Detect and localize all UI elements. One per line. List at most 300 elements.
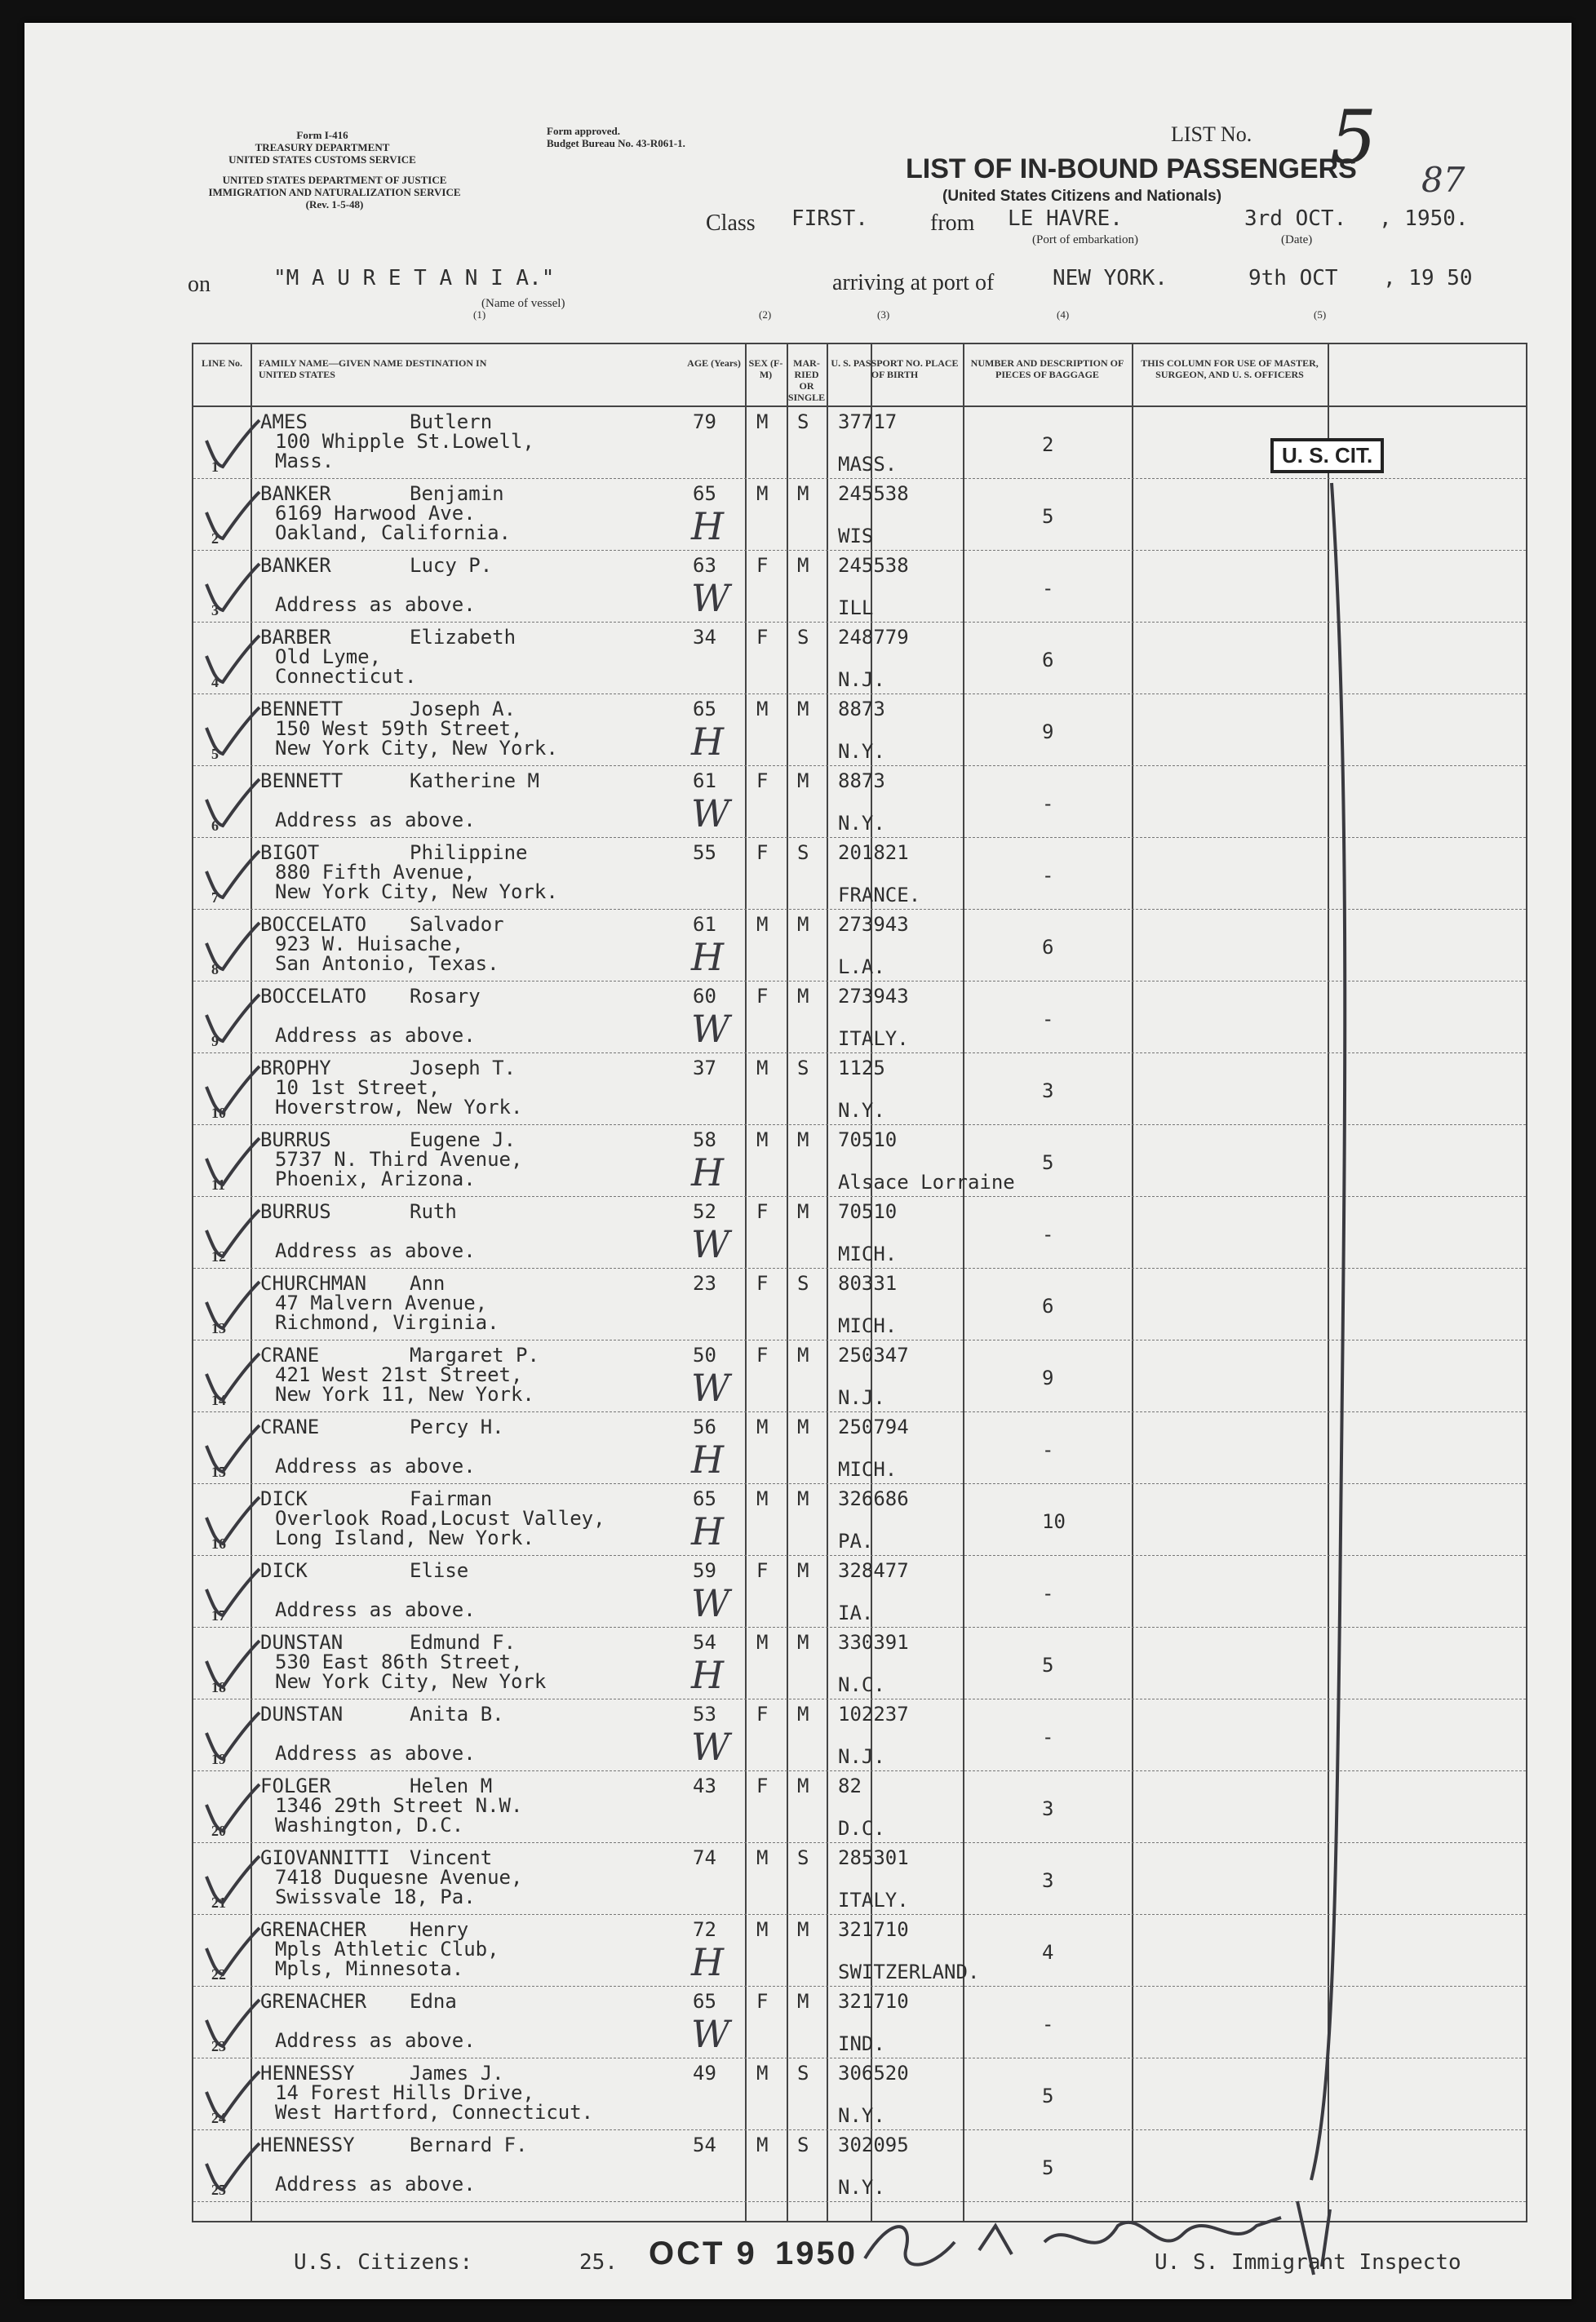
given-name: Vincent — [410, 1846, 493, 1869]
surname: HENNESSY — [260, 2062, 355, 2085]
line-number: 20 — [211, 1823, 226, 1839]
address-line-2: Address as above. — [275, 1024, 476, 1047]
birth-place: SWITZERLAND. — [838, 1961, 980, 1983]
address-line-2: Phoenix, Arizona. — [275, 1168, 476, 1190]
age: 79 — [693, 410, 716, 433]
officer-vertical-mark — [1254, 467, 1417, 2221]
marital-status: M — [797, 913, 809, 936]
marital-status: S — [797, 1057, 809, 1079]
address-line-1: 5737 N. Third Avenue, — [275, 1148, 523, 1171]
check-mark — [198, 703, 264, 760]
age: 52 — [693, 1200, 716, 1223]
surname: BOCCELATO — [260, 985, 367, 1008]
handwritten-mark: H — [691, 1150, 725, 1194]
check-mark — [198, 2067, 264, 2125]
check-mark — [198, 1206, 264, 1263]
given-name: Anita B. — [410, 1703, 504, 1726]
col-header-officers: THIS COLUMN FOR USE OF MASTER, SURGEON, AND U. S. OFFICERS — [1141, 357, 1319, 380]
check-mark — [198, 847, 264, 904]
baggage-count: 3 — [1042, 1869, 1054, 1892]
baggage-count: - — [1042, 1582, 1054, 1605]
address-line-1: Mpls Athletic Club, — [275, 1938, 499, 1961]
address-line-1: 14 Forest Hills Drive, — [275, 2081, 534, 2104]
surname: BURRUS — [260, 1200, 331, 1223]
class-value: FIRST. — [791, 206, 868, 231]
birth-place: N.C. — [838, 1673, 885, 1696]
handwritten-mark: W — [691, 1007, 730, 1051]
given-name: Percy H. — [410, 1416, 504, 1438]
marital-status: S — [797, 2062, 809, 2085]
given-name: Fairman — [410, 1487, 493, 1510]
vessel-caption: (Name of vessel) — [481, 297, 565, 310]
address-line-2: Washington, D.C. — [275, 1814, 464, 1837]
address-line-1: 530 East 86th Street, — [275, 1651, 523, 1673]
sex: M — [756, 1487, 769, 1510]
sex: M — [756, 482, 769, 505]
baggage-count: 9 — [1042, 720, 1054, 743]
col-num-4: (4) — [1057, 308, 1070, 321]
handwritten-mark: H — [691, 720, 725, 764]
baggage-count: 4 — [1042, 1941, 1054, 1964]
birth-place: ITALY. — [838, 1027, 909, 1050]
us-citizen-stamp: U. S. CIT. — [1270, 438, 1384, 473]
line-number: 13 — [211, 1320, 226, 1336]
address-line-2: Connecticut. — [275, 665, 417, 688]
arrival-port: NEW YORK. — [1053, 266, 1168, 290]
list-no-value: 5 — [1330, 95, 1377, 180]
line-number: 2 — [211, 530, 219, 547]
handwritten-mark: H — [691, 504, 725, 548]
given-name: Henry — [410, 1918, 469, 1941]
age: 61 — [693, 769, 716, 792]
address-line-1: Overlook Road,Locust Valley, — [275, 1507, 605, 1530]
baggage-count: - — [1042, 1008, 1054, 1030]
surname: AMES — [260, 410, 308, 433]
port-caption: (Port of embarkation) — [1032, 233, 1138, 246]
given-name: Katherine M — [410, 769, 539, 792]
check-mark — [198, 1708, 264, 1766]
check-mark — [198, 1493, 264, 1550]
address-line-2: Mpls, Minnesota. — [275, 1957, 464, 1980]
birth-place: N.J. — [838, 668, 885, 691]
stamp-date: OCT 9 — [649, 2236, 757, 2271]
address-line-2: New York 11, New York. — [275, 1383, 534, 1406]
address-line-2: Address as above. — [275, 1598, 476, 1621]
sex: F — [756, 1344, 769, 1367]
marital-status: M — [797, 985, 809, 1008]
surname: BROPHY — [260, 1057, 331, 1079]
col-header-passport: U. S. PASSPORT NO. PLACE OF BIRTH — [831, 357, 959, 380]
baggage-count: - — [1042, 577, 1054, 600]
line-number: 11 — [211, 1177, 226, 1193]
baggage-count: - — [1042, 864, 1054, 887]
baggage-count: 6 — [1042, 649, 1054, 671]
given-name: Butlern — [410, 410, 493, 433]
line-number: 6 — [211, 818, 219, 834]
justice-block: UNITED STATES DEPARTMENT OF JUSTICE IMMIGRATION AND NATURALIZATION SERVICE (Rev. 1-5-48) — [208, 174, 461, 210]
surname: BENNETT — [260, 698, 344, 720]
handwritten-mark: H — [691, 1940, 725, 1984]
birth-place: D.C. — [838, 1817, 885, 1840]
age: 54 — [693, 1631, 716, 1654]
line-number: 25 — [211, 2182, 226, 2198]
birth-place: N.Y. — [838, 812, 885, 835]
inspector-label: U. S. Immigrant Inspecto — [1155, 2250, 1461, 2275]
passport-number: 248779 — [838, 626, 909, 649]
line-number: 10 — [211, 1105, 226, 1121]
passport-number: 102237 — [838, 1703, 909, 1726]
marital-status: M — [797, 1631, 809, 1654]
col-header-sex: SEX (F-M) — [748, 357, 783, 380]
baggage-count: 3 — [1042, 1079, 1054, 1102]
surname: BURRUS — [260, 1128, 331, 1151]
given-name: Ann — [410, 1272, 446, 1295]
marital-status: M — [797, 1200, 809, 1223]
handwritten-mark: H — [691, 1438, 725, 1482]
check-mark — [198, 560, 264, 617]
surname: FOLGER — [260, 1775, 331, 1797]
col-header-age: AGE (Years) — [687, 357, 741, 369]
address-line-1: Old Lyme, — [275, 645, 382, 668]
birth-place: MICH. — [838, 1314, 898, 1337]
surname: BANKER — [260, 482, 331, 505]
date-value: 3rd OCT. — [1244, 206, 1347, 231]
corner-number: 87 — [1421, 160, 1465, 200]
baggage-count: - — [1042, 792, 1054, 815]
passport-number: 37717 — [838, 410, 898, 433]
sex: F — [756, 841, 769, 864]
age: 50 — [693, 1344, 716, 1367]
baggage-count: - — [1042, 1726, 1054, 1748]
class-label: Class — [706, 210, 756, 236]
marital-status: M — [797, 554, 809, 577]
address-line-1: 47 Malvern Avenue, — [275, 1292, 488, 1314]
passport-number: 245538 — [838, 554, 909, 577]
check-mark — [198, 919, 264, 976]
surname: CRANE — [260, 1344, 320, 1367]
sex: F — [756, 626, 769, 649]
surname: DICK — [260, 1559, 308, 1582]
line-number: 18 — [211, 1679, 226, 1695]
given-name: Elizabeth — [410, 626, 516, 649]
baggage-count: 5 — [1042, 2085, 1054, 2107]
address-line-1: 100 Whipple St.Lowell, — [275, 430, 534, 453]
line-number: 8 — [211, 961, 219, 977]
given-name: Joseph A. — [410, 698, 516, 720]
check-mark — [198, 990, 264, 1048]
passenger-table — [192, 343, 1527, 2222]
given-name: Edmund F. — [410, 1631, 516, 1654]
baggage-count: 2 — [1042, 433, 1054, 456]
marital-status: S — [797, 1272, 809, 1295]
check-mark — [198, 2139, 264, 2196]
age: 61 — [693, 913, 716, 936]
given-name: Joseph T. — [410, 1057, 516, 1079]
birth-place: N.Y. — [838, 740, 885, 763]
birth-place: N.Y. — [838, 1099, 885, 1122]
marital-status: M — [797, 1918, 809, 1941]
baggage-count: 3 — [1042, 1797, 1054, 1820]
age: 55 — [693, 841, 716, 864]
marital-status: M — [797, 1487, 809, 1510]
sex: F — [756, 985, 769, 1008]
passport-number: 82 — [838, 1775, 862, 1797]
surname: BARBER — [260, 626, 331, 649]
marital-status: S — [797, 626, 809, 649]
age: 58 — [693, 1128, 716, 1151]
manifest-page — [24, 23, 1572, 2299]
document-title: LIST OF IN-BOUND PASSENGERS — [906, 153, 1357, 184]
birth-place: IND. — [838, 2032, 885, 2055]
address-line-2: Address as above. — [275, 593, 476, 616]
baggage-count: 9 — [1042, 1367, 1054, 1389]
birth-place: N.Y. — [838, 2176, 885, 2199]
age: 34 — [693, 626, 716, 649]
check-mark — [198, 1852, 264, 1909]
birth-place: ITALY. — [838, 1889, 909, 1912]
handwritten-mark: W — [691, 1366, 730, 1410]
check-mark — [198, 1349, 264, 1407]
approval-block: Form approved. Budget Bureau No. 43-R061-1. — [547, 125, 685, 149]
check-mark — [198, 1780, 264, 1837]
address-line-2: Hoverstrow, New York. — [275, 1096, 523, 1119]
address-line-2: Richmond, Virginia. — [275, 1311, 499, 1334]
address-line-2: New York City, New York. — [275, 880, 558, 903]
on-label: on — [188, 272, 211, 297]
col-header-line: LINE No. — [201, 357, 242, 369]
arriving-label: arriving at port of — [832, 270, 995, 295]
surname: GRENACHER — [260, 1990, 367, 2013]
handwritten-mark: W — [691, 791, 730, 835]
col-header-name: FAMILY NAME—GIVEN NAME DESTINATION IN UNITED STATES — [259, 357, 487, 380]
address-line-2: Address as above. — [275, 1239, 476, 1262]
line-number: 4 — [211, 674, 219, 690]
line-number: 5 — [211, 746, 219, 762]
check-mark — [198, 488, 264, 545]
baggage-count: - — [1042, 1223, 1054, 1246]
line-number: 14 — [211, 1392, 226, 1408]
surname: BOCCELATO — [260, 913, 367, 936]
sex: F — [756, 554, 769, 577]
passport-number: 328477 — [838, 1559, 909, 1582]
address-line-2: Address as above. — [275, 1455, 476, 1478]
birth-place: PA. — [838, 1530, 874, 1553]
check-mark — [198, 1565, 264, 1622]
line-number: 23 — [211, 2038, 226, 2054]
baggage-count: - — [1042, 1438, 1054, 1461]
citizens-label: U.S. Citizens: — [294, 2250, 473, 2275]
baggage-count: 5 — [1042, 1654, 1054, 1677]
surname: BANKER — [260, 554, 331, 577]
marital-status: M — [797, 1344, 809, 1367]
check-mark — [198, 1924, 264, 1981]
sex: F — [756, 1990, 769, 2013]
marital-status: S — [797, 410, 809, 433]
stamp-year: 1950 — [775, 2236, 858, 2271]
passport-number: 8873 — [838, 769, 885, 792]
passport-number: 285301 — [838, 1846, 909, 1869]
passport-number: 80331 — [838, 1272, 898, 1295]
line-number: 22 — [211, 1966, 226, 1983]
given-name: Bernard F. — [410, 2134, 528, 2156]
address-line-2: New York City, New York — [275, 1670, 547, 1693]
handwritten-mark: H — [691, 1653, 725, 1697]
address-line-2: Address as above. — [275, 2173, 476, 2196]
vessel-value: "M A U R E T A N I A." — [273, 266, 555, 290]
age: 60 — [693, 985, 716, 1008]
baggage-count: 6 — [1042, 1295, 1054, 1318]
marital-status: M — [797, 769, 809, 792]
passport-number: 1125 — [838, 1057, 885, 1079]
sex: F — [756, 1272, 769, 1295]
sex: F — [756, 1703, 769, 1726]
check-mark — [198, 416, 264, 473]
passport-number: 321710 — [838, 1990, 909, 2013]
line-number: 24 — [211, 2110, 226, 2126]
birth-place: N.Y. — [838, 2104, 885, 2127]
birth-place: FRANCE. — [838, 884, 921, 906]
surname: BENNETT — [260, 769, 344, 792]
given-name: Lucy P. — [410, 554, 493, 577]
line-number: 3 — [211, 602, 219, 618]
age: 37 — [693, 1057, 716, 1079]
given-name: Elise — [410, 1559, 469, 1582]
given-name: James J. — [410, 2062, 504, 2085]
passport-number: 8873 — [838, 698, 885, 720]
age: 74 — [693, 1846, 716, 1869]
marital-status: M — [797, 1559, 809, 1582]
age: 54 — [693, 2134, 716, 2156]
address-line-2: Address as above. — [275, 1742, 476, 1765]
birth-place: Alsace Lorraine — [838, 1171, 1015, 1194]
sex: M — [756, 2062, 769, 2085]
arrival-date: 9th OCT — [1248, 266, 1338, 290]
surname: CRANE — [260, 1416, 320, 1438]
form-id-block: Form I-416 TREASURY DEPARTMENT UNITED STATES CUSTOMS SERVICE — [228, 129, 416, 166]
given-name: Edna — [410, 1990, 457, 2013]
address-line-2: San Antonio, Texas. — [275, 952, 499, 975]
address-line-1: 150 West 59th Street, — [275, 717, 523, 740]
address-line-2: Oakland, California. — [275, 521, 511, 544]
birth-place: MICH. — [838, 1458, 898, 1481]
col-header-baggage: NUMBER AND DESCRIPTION OF PIECES OF BAGGAGE — [970, 357, 1124, 380]
address-line-1: 421 West 21st Street, — [275, 1363, 523, 1386]
line-number: 21 — [211, 1894, 226, 1911]
line-number: 7 — [211, 889, 219, 906]
address-line-2: Address as above. — [275, 809, 476, 831]
birth-place: MICH. — [838, 1243, 898, 1265]
age: 49 — [693, 2062, 716, 2085]
sex: M — [756, 1918, 769, 1941]
handwritten-mark: W — [691, 1581, 730, 1625]
check-mark — [198, 1637, 264, 1694]
sex: M — [756, 410, 769, 433]
birth-place: MASS. — [838, 453, 898, 476]
handwritten-mark: W — [691, 1725, 730, 1769]
marital-status: S — [797, 2134, 809, 2156]
address-line-1: 1346 29th Street N.W. — [275, 1794, 523, 1817]
surname: HENNESSY — [260, 2134, 355, 2156]
sex: M — [756, 698, 769, 720]
age: 72 — [693, 1918, 716, 1941]
address-line-1: 923 W. Huisache, — [275, 933, 464, 955]
col-num-1: (1) — [473, 308, 486, 321]
address-line-2: Address as above. — [275, 2029, 476, 2052]
baggage-count: 5 — [1042, 2156, 1054, 2179]
sex: M — [756, 1631, 769, 1654]
baggage-count: 5 — [1042, 1151, 1054, 1174]
check-mark — [198, 775, 264, 832]
surname: DICK — [260, 1487, 308, 1510]
marital-status: M — [797, 1416, 809, 1438]
list-no-label: LIST No. — [1171, 122, 1252, 146]
baggage-count: 5 — [1042, 505, 1054, 528]
surname: GIOVANNITTI — [260, 1846, 390, 1869]
col-num-3: (3) — [877, 308, 890, 321]
marital-status: S — [797, 841, 809, 864]
check-mark — [198, 631, 264, 689]
sex: F — [756, 1559, 769, 1582]
address-line-1: 10 1st Street, — [275, 1076, 441, 1099]
sex: M — [756, 2134, 769, 2156]
given-name: Salvador — [410, 913, 504, 936]
handwritten-mark: W — [691, 1222, 730, 1266]
line-number: 15 — [211, 1464, 226, 1480]
line-number: 9 — [211, 1033, 219, 1049]
sex: M — [756, 1846, 769, 1869]
handwritten-mark: H — [691, 1509, 725, 1553]
surname: BIGOT — [260, 841, 320, 864]
surname: DUNSTAN — [260, 1703, 344, 1726]
passport-number: 245538 — [838, 482, 909, 505]
passport-number: 250794 — [838, 1416, 909, 1438]
port-value: LE HAVRE. — [1008, 206, 1123, 231]
passport-number: 201821 — [838, 841, 909, 864]
sex: M — [756, 1416, 769, 1438]
sex: M — [756, 913, 769, 936]
birth-place: N.J. — [838, 1386, 885, 1409]
from-label: from — [930, 210, 975, 236]
given-name: Helen M — [410, 1775, 493, 1797]
age: 65 — [693, 698, 716, 720]
given-name: Margaret P. — [410, 1344, 539, 1367]
sex: M — [756, 1057, 769, 1079]
check-mark — [198, 1996, 264, 2053]
check-mark — [198, 1134, 264, 1191]
birth-place: N.J. — [838, 1745, 885, 1768]
address-line-1: 7418 Duquesne Avenue, — [275, 1866, 523, 1889]
line-number: 17 — [211, 1607, 226, 1624]
citizens-count: 25. — [579, 2250, 618, 2275]
given-name: Rosary — [410, 985, 481, 1008]
given-name: Philippine — [410, 841, 528, 864]
marital-status: M — [797, 1990, 809, 2013]
line-number: 19 — [211, 1751, 226, 1767]
sex: F — [756, 769, 769, 792]
passport-number: 321710 — [838, 1918, 909, 1941]
age: 63 — [693, 554, 716, 577]
passport-number: 250347 — [838, 1344, 909, 1367]
passport-number: 306520 — [838, 2062, 909, 2085]
given-name: Eugene J. — [410, 1128, 516, 1151]
birth-place: IA. — [838, 1602, 874, 1624]
age: 65 — [693, 482, 716, 505]
check-mark — [198, 1062, 264, 1119]
col-header-married: MAR-RIED OR SINGLE — [787, 357, 826, 403]
date-caption: (Date) — [1281, 233, 1313, 246]
handwritten-mark: W — [691, 576, 730, 620]
birth-place: ILL — [838, 596, 874, 619]
